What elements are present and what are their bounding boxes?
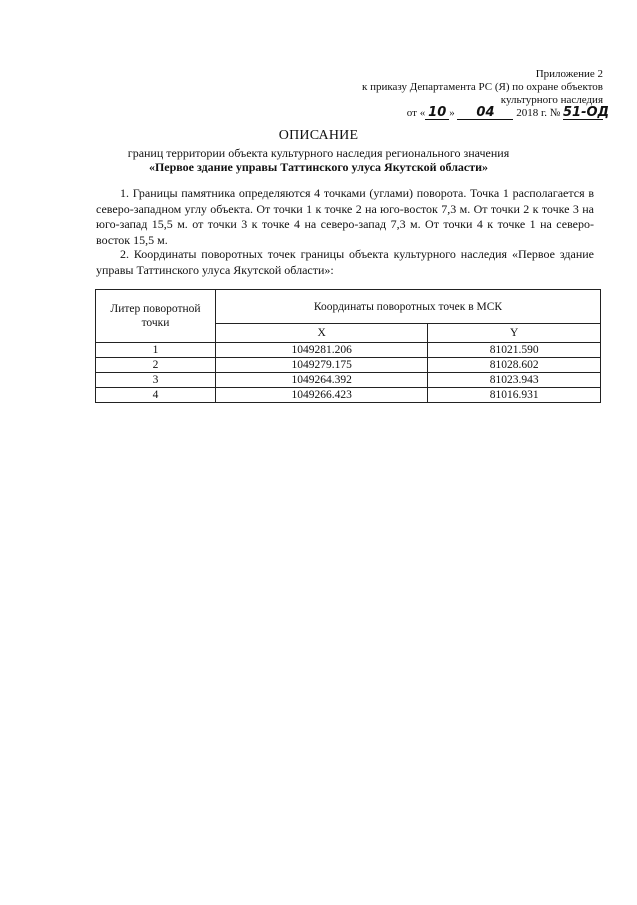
date-year-label: 2018 г. № — [516, 107, 561, 119]
cell-x: 1049281.206 — [216, 343, 428, 358]
date-mid-quote: » — [449, 107, 455, 119]
date-from-label: от « — [406, 107, 426, 119]
cell-x: 1049279.175 — [216, 358, 428, 373]
document-subtitle: границ территории объекта культурного наследия регионального значения — [127, 146, 510, 160]
cell-x: 1049264.392 — [216, 373, 428, 388]
document-title: ОПИСАНИЕ — [278, 128, 359, 143]
appendix-header — [303, 68, 610, 120]
coordinates-table — [95, 289, 601, 403]
handwritten-day: 10 — [425, 107, 449, 120]
cell-x: 1049266.423 — [216, 388, 428, 403]
cell-y: 81023.943 — [428, 373, 601, 388]
appendix-title: Приложение 2 — [535, 68, 603, 80]
header-y: Y — [428, 324, 601, 343]
handwritten-order-number: 51-ОД — [563, 105, 610, 120]
header-coordinates: Координаты поворотных точек в МСК — [216, 290, 601, 324]
cell-y: 81028.602 — [428, 358, 601, 373]
appendix-date-line — [303, 105, 610, 120]
cell-y: 81016.931 — [428, 388, 601, 403]
appendix-order-ref-cont: культурного наследия — [500, 94, 603, 106]
paragraph-boundaries: 1. Границы памятника определяются 4 точками (углами) поворота. Точка 1 располагается в северо-западном углу объекта. От точки 1 к точке 2 на юго-восток 7,3 м. От точки 2 к точке 3 на юго-запад 15,5 м. от точки 3 к точке 4 на северо-запад 7,3 м. От точки 4 к точке 1 на северо-восток 15,5 м. — [96, 186, 594, 247]
header-x: X — [216, 324, 428, 343]
table-row — [96, 358, 601, 373]
cell-point: 2 — [96, 358, 216, 373]
cell-y: 81021.590 — [428, 343, 601, 358]
handwritten-month: 04 — [457, 107, 513, 120]
table-row — [96, 388, 601, 403]
cell-point: 1 — [96, 343, 216, 358]
object-name: «Первое здание управы Таттинского улуса Якутской области» — [148, 160, 489, 174]
header-point-letter: Литер поворотной точки — [96, 290, 216, 343]
cell-point: 3 — [96, 373, 216, 388]
table-row — [96, 373, 601, 388]
paragraph-coordinates: 2. Координаты поворотных точек границы объекта культурного наследия «Первое здание управы Таттинского улуса Якутской области»: — [96, 247, 594, 277]
table-row — [96, 343, 601, 358]
appendix-order-ref: к приказу Департамента РС (Я) по охране объектов — [361, 81, 603, 93]
cell-point: 4 — [96, 388, 216, 403]
